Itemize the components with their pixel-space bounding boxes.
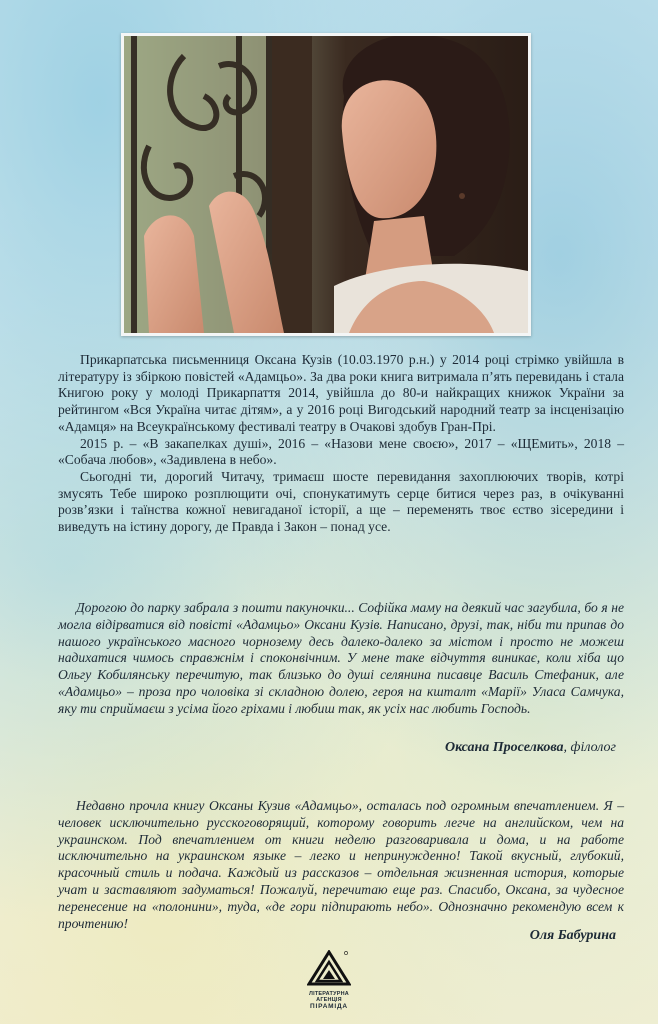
publisher-line1: ЛІТЕРАТУРНА АГЕНЦІЯ <box>309 991 349 1003</box>
author-role: , філолог <box>563 740 616 755</box>
review-text: Недавно прочла книгу Оксаны Кузив «Адамцьо», осталась под огромным впечатлением. Я – человек исключительно русскоговорящий, которому говорить легче на английском, чем на украинском. Под впечатлением от книги неделю разговаривала и дома, и на работе исключительно на украинском языке – легко и непринужденно! Такой вкусный, глубокий, красочный стиль и подача. Каждый из рассказов – отдельная жизненная история, которые учат и заставляют задуматься! Пожалуй, перечитаю еще раз. Спасибо, Оксана, за чудесное перенесение на «полонини», туда, «де гори підпирають небо». Однозначно рекомендую всем к прочтению! <box>58 798 624 931</box>
author-photo-image <box>124 36 528 333</box>
author-name: Оксана Проселкова <box>445 740 564 755</box>
review-author-1 <box>445 740 616 756</box>
review-russian <box>58 798 624 932</box>
bio-reader-paragraph: Сьогодні ти, дорогий Читачу, тримаєш шосте перевидання захоплюючих творів, котрі змусять Тебе широко розплющити очі, спонукатимуть серце битися через раз, в очікуванні розв’язки і таїнства кожної невигаданої історії, а ще – переменять твоє єство зісередини і виведуть на істину дорогу, де Правда і Закон – понад усе. <box>58 468 624 535</box>
author-biography <box>58 352 624 536</box>
publisher-logo <box>298 950 360 1010</box>
review-ukrainian <box>58 600 624 718</box>
author-name: Оля Бабурина <box>529 928 616 943</box>
bio-works-paragraph: 2015 р. – «В закапелках душі», 2016 – «Назови мене своєю», 2017 – «ЩЕмить», 2018 – «Собача любов», «Задивлена в небо». <box>58 435 624 468</box>
publisher-line2: ПІРАМІДА <box>310 1003 348 1010</box>
bio-paragraph: Прикарпатська письменниця Оксана Кузів (10.03.1970 р.н.) у 2014 році стрімко увійшла в літературу із збіркою повістей «Адамцьо». За два роки книга витримала п’ять перевидань і стала Книгою року у молоді Прикарпаття 2014, увійшла до 80-и найкращих книжок України за рейтингом «Вся Україна читає дітям», а у 2016 році Вигодський народний театр за інсценізацію «Адамця» на Всеукраїнському фестивалі театру в Очакові здобув Гран-Прі. <box>58 352 624 434</box>
review-text: Дорогою до парку забрала з пошти пакуночки... Софійка маму на деякий час загубила, бо я не могла відірватися від повісті «Адамцьо» Оксани Кузів. Написано, друзі, так, ніби ти припав до нашого українського масного чорнозему десь далеко-далеко за містом і просто не можеш надихатися чимось справжнім і споконвічним. У мене таке відчуття виникає, коли хіба що Ольгу Кобилянську перечитую, так близько до душі селянина писавце Василь Стефаник, але «Адамцьо» – проза про чоловіка зі складною долею, героя на кшталт «Марії» Уласа Самчука, яку ти сприймаєш з усіма його гріхами і любиш так, як усіх нас любить Господь. <box>58 600 624 716</box>
author-photo <box>121 33 531 336</box>
pyramid-logo-icon <box>307 950 351 986</box>
review-author-2 <box>530 928 616 944</box>
